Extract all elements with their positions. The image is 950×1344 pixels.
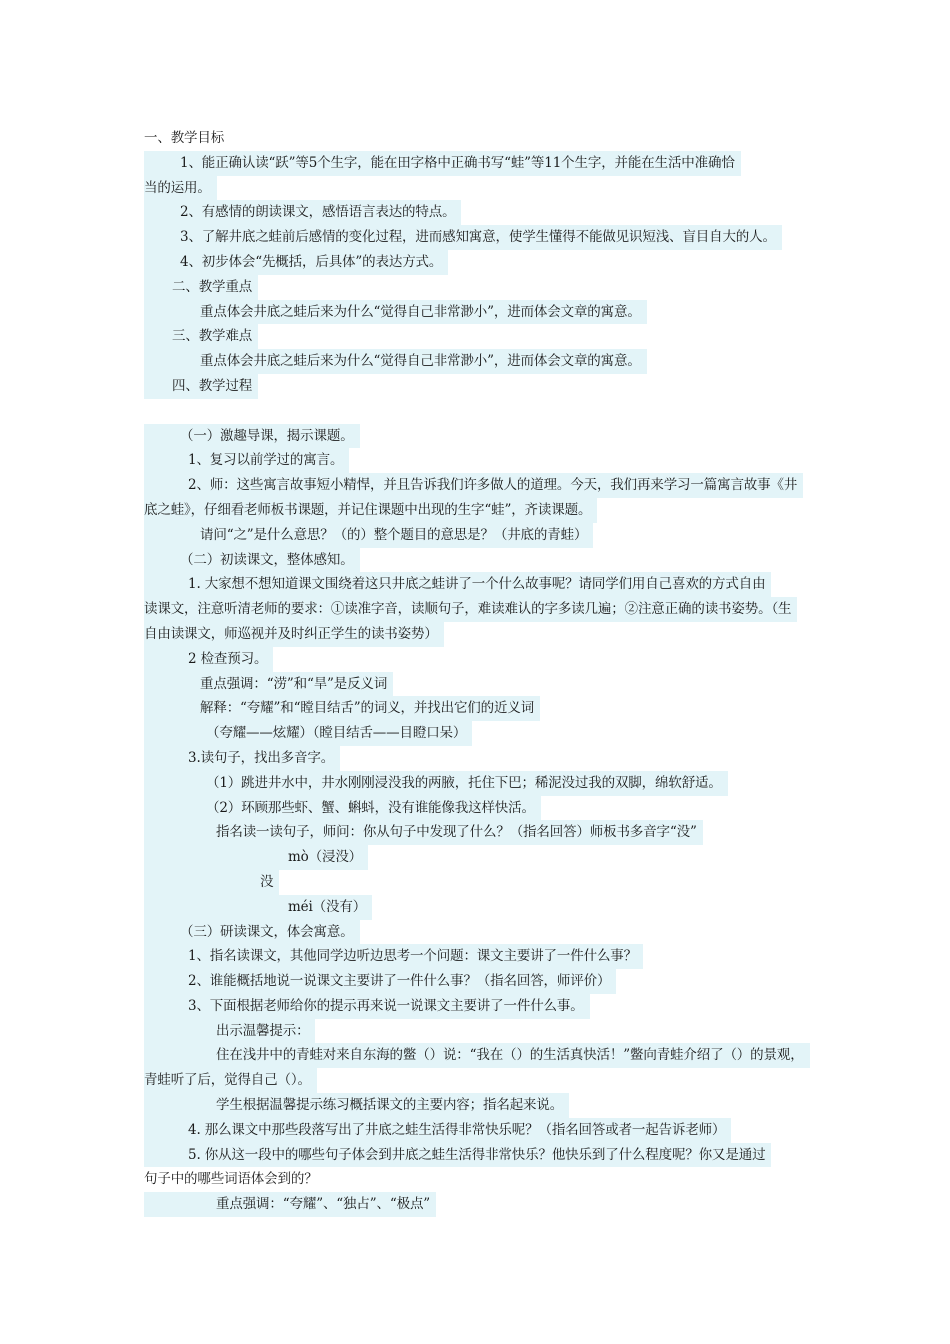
document-body xyxy=(144,126,814,1217)
text-line xyxy=(144,448,814,473)
line-text: （夸耀——炫耀）（瞠目结舌——目瞪口呆） xyxy=(144,721,472,746)
line-text: 出示温馨提示： xyxy=(144,1019,315,1044)
text-line xyxy=(144,349,814,374)
line-text: 3.读句子，找出多音字。 xyxy=(144,746,340,771)
line-text: 学生根据温馨提示练习概括课文的主要内容；指名起来说。 xyxy=(144,1093,569,1118)
line-text: 3、了解井底之蛙前后感情的变化过程，进而感知寓意，使学生懂得不能做见识短浅、盲目自大的人。 xyxy=(144,225,782,250)
line-text: 读课文，注意听清老师的要求：①读准字音，读顺句子，难读难认的字多读几遍；②注意正确的读书姿势。（生 xyxy=(144,597,797,622)
text-line xyxy=(144,424,814,449)
text-line xyxy=(144,1192,814,1217)
line-text: 四、教学过程 xyxy=(144,374,258,399)
text-line xyxy=(144,944,814,969)
line-text: 1. 大家想不想知道课文围绕着这只井底之蛙讲了一个什么故事呢？请同学们用自己喜欢的方式自由 xyxy=(144,572,771,597)
line-text: 1、能正确认读“跃”等5个生字，能在田字格中正确书写“蛙”等11个生字，并能在生活中准确恰 xyxy=(144,151,741,176)
line-text: 三、教学难点 xyxy=(144,324,258,349)
line-text: 5. 你从这一段中的哪些句子体会到井底之蛙生活得非常快乐？他快乐到了什么程度呢？你又是通过 xyxy=(144,1143,771,1168)
line-text: 4、初步体会“先概括，后具体”的表达方式。 xyxy=(144,250,448,275)
text-line xyxy=(144,1143,814,1168)
text-line xyxy=(144,176,814,201)
line-text: （1）跳进井水中，井水刚刚浸没我的两腋，托住下巴；稀泥没过我的双脚，绵软舒适。 xyxy=(144,771,728,796)
line-text: méi（没有） xyxy=(144,895,372,920)
text-line xyxy=(144,746,814,771)
text-line xyxy=(144,672,814,697)
line-text: 重点强调：“涝”和“旱”是反义词 xyxy=(144,672,393,697)
text-line xyxy=(144,969,814,994)
line-text: 当的运用。 xyxy=(144,176,217,201)
text-line xyxy=(144,473,814,498)
text-line xyxy=(144,1118,814,1143)
text-line xyxy=(144,597,814,622)
text-line xyxy=(144,1068,814,1093)
text-line xyxy=(144,572,814,597)
line-text: 重点体会井底之蛙后来为什么“觉得自己非常渺小”，进而体会文章的寓意。 xyxy=(144,300,647,325)
text-line xyxy=(144,820,814,845)
line-text: mò（浸没） xyxy=(144,845,368,870)
line-text: （三）研读课文，体会寓意。 xyxy=(144,920,360,945)
line-text: 4. 那么课文中那些段落写出了井底之蛙生活得非常快乐呢？（指名回答或者一起告诉老师） xyxy=(144,1118,731,1143)
text-line xyxy=(144,151,814,176)
line-text: 自由读课文，师巡视并及时纠正学生的读书姿势） xyxy=(144,622,444,647)
text-line xyxy=(144,1167,814,1192)
text-line xyxy=(144,498,814,523)
text-line xyxy=(144,696,814,721)
line-text: 2、谁能概括地说一说课文主要讲了一件什么事？（指名回答，师评价） xyxy=(144,969,616,994)
text-line xyxy=(144,647,814,672)
line-text: 句子中的哪些词语体会到的？ xyxy=(144,1171,318,1188)
line-text: 1、复习以前学过的寓言。 xyxy=(144,448,349,473)
text-line xyxy=(144,225,814,250)
text-line xyxy=(144,1093,814,1118)
text-line xyxy=(144,300,814,325)
text-line xyxy=(144,1043,814,1068)
line-text: 底之蛙》，仔细看老师板书课题，并记住课题中出现的生字“蛙”，齐读课题。 xyxy=(144,498,597,523)
line-text: （一）激趣导课，揭示课题。 xyxy=(144,424,360,449)
line-text: 二、教学重点 xyxy=(144,275,258,300)
text-line xyxy=(144,1019,814,1044)
line-text: 2、师：这些寓言故事短小精悍，并且告诉我们许多做人的道理。今天，我们再来学习一篇寓言故事《井 xyxy=(144,473,803,498)
line-text: 1、指名读课文，其他同学边听边思考一个问题：课文主要讲了一件什么事？ xyxy=(144,944,643,969)
text-line xyxy=(144,548,814,573)
line-text: 2、有感情的朗读课文，感悟语言表达的特点。 xyxy=(144,200,461,225)
text-line xyxy=(144,622,814,647)
line-text: 重点强调：“夸耀”、“独占”、“极点” xyxy=(144,1192,436,1217)
text-line xyxy=(144,126,814,151)
text-line xyxy=(144,200,814,225)
text-line xyxy=(144,994,814,1019)
text-line xyxy=(144,250,814,275)
line-text: 解释：“夸耀”和“瞠目结舌”的词义，并找出它们的近义词 xyxy=(144,696,540,721)
line-text: 一、教学目标 xyxy=(144,130,225,146)
line-text: 指名读一读句子，师问：你从句子中发现了什么？（指名回答）师板书多音字“没” xyxy=(144,820,703,845)
text-line xyxy=(144,845,814,870)
line-text: （2）环顾那些虾、蟹、蝌蚪，没有谁能像我这样快活。 xyxy=(144,796,541,821)
text-line xyxy=(144,796,814,821)
blank-line xyxy=(144,399,814,424)
text-line xyxy=(144,771,814,796)
line-text: 重点体会井底之蛙后来为什么“觉得自己非常渺小”，进而体会文章的寓意。 xyxy=(144,349,647,374)
line-text: 请问“之”是什么意思？（的）整个题目的意思是？（井底的青蛙） xyxy=(144,523,593,548)
line-text: 住在浅井中的青蛙对来自东海的鳖（）说：“我在（）的生活真快活！”鳖向青蛙介绍了（）的景观， xyxy=(144,1043,810,1068)
text-line xyxy=(144,374,814,399)
text-line xyxy=(144,895,814,920)
text-line xyxy=(144,523,814,548)
line-text: （二）初读课文，整体感知。 xyxy=(144,548,360,573)
line-text: 2 检查预习。 xyxy=(144,647,273,672)
text-line xyxy=(144,275,814,300)
text-line xyxy=(144,324,814,349)
line-text: 没 xyxy=(144,870,279,895)
line-text: 青蛙听了后，觉得自己（）。 xyxy=(144,1068,317,1093)
line-text: 3、下面根据老师给你的提示再来说一说课文主要讲了一件什么事。 xyxy=(144,994,590,1019)
text-line xyxy=(144,721,814,746)
text-line xyxy=(144,870,814,895)
text-line xyxy=(144,920,814,945)
